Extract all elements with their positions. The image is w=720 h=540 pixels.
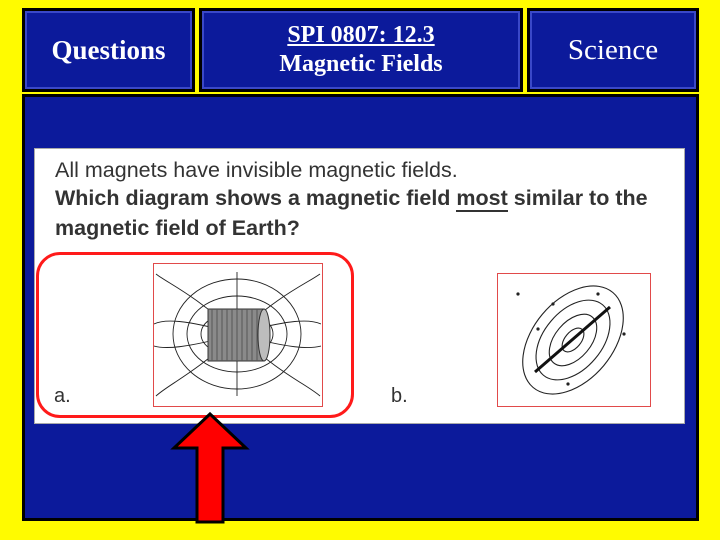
question-text-line2: magnetic field of Earth?	[55, 216, 300, 240]
option-b-label: b.	[391, 385, 408, 407]
question-text-part: Which diagram shows a magnetic field	[55, 186, 457, 210]
questions-label-box	[22, 8, 195, 92]
option-a-label: a.	[54, 385, 71, 407]
concentric-field-icon	[498, 274, 649, 405]
up-arrow-icon	[170, 410, 250, 526]
slide-title: Magnetic Fields	[279, 51, 443, 77]
slide-title-box	[199, 8, 523, 92]
emphasized-word: most	[456, 186, 508, 210]
question-intro: All magnets have invisible magnetic fields.	[55, 158, 458, 182]
subject-label: Science	[567, 33, 659, 66]
subject-label-box	[527, 8, 699, 92]
questions-label: Questions	[51, 34, 166, 65]
question-text-part: similar to the	[507, 186, 648, 210]
answer-highlight	[36, 252, 354, 418]
standard-code-link[interactable]: SPI 0807: 12.3	[287, 22, 435, 48]
question-text-line1	[55, 186, 648, 211]
option-b-diagram[interactable]	[497, 273, 651, 407]
